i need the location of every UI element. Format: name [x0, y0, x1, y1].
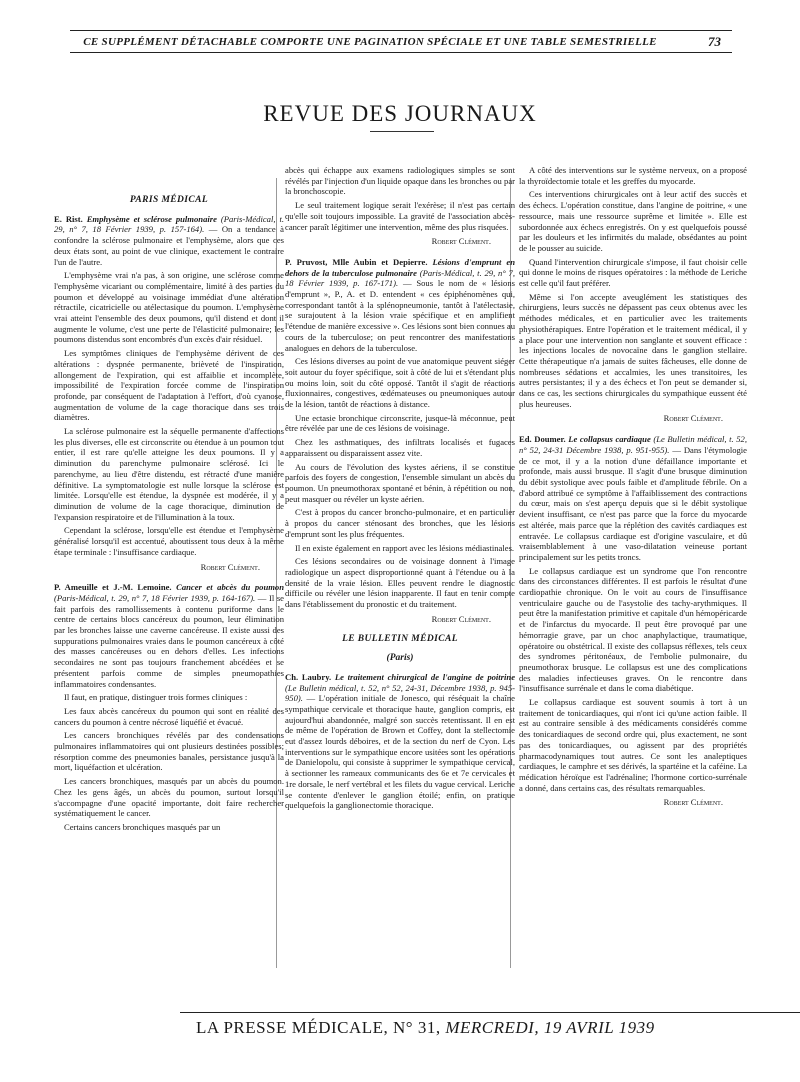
article-paragraph: Au cours de l'évolution des kystes aériens, il se constitue parfois des foyers de congestion, l'ensemble simulant un abcès du poumon. Un pneumothorax spontané et bénin, à répétition ou non, peut masquer ou révéler un kyste aérien. — [285, 461, 515, 504]
article-reference: (Le Bulletin médical, t. 52, n° 52, 24-31, Décembre 1938, p. 945-950). — [285, 682, 515, 704]
article-paragraph: A côté des interventions sur le système nerveux, on a proposé la thyroïdectomie totale et les greffes du myocarde. — [519, 165, 747, 186]
article-text: — Dans l'étymologie de ce mot, il y a la notion d'une défaillance importante et profonde, mais aussi brusque. Il s'agit d'une brusque diminution du débit systolique avec pouls faible et d'amplitude fébrile. On a d'abord attribué ce symptôme à l'affaiblissement des contractions du cœur, mais on s'est aperçu depuis que si le débit systolique devient insuffisant, ce n'est pas parce que la force du myocarde est altérée, mais parce que la réplétion des cavités cardiaques est entravée. Le collapsus cardiaque est d'origine vasculaire, et dû vraisemblablement à une vaso-dilatation veineuse portant principalement sur les petits troncs. — [519, 444, 748, 562]
column-2 — [285, 165, 515, 814]
article-title: Lésions d'emprunt en dehors de la tuberculose pulmonaire — [285, 256, 515, 278]
article-paragraph: Même si l'on accepte aveuglément les statistiques des chirurgiens, leurs succès ne dépassent pas ceux obtenus avec les méthodes médicales, et en particulier avec les traitements physiothérapiques. Entre l'opération et le traitement médical, il y a place pour une intervention non sanglante et souvent efficace : les injections locales de novocaïne dans le ganglion stellaire. Cette thérapeutique n'a jamais de suites fâcheuses, elle donne de nombreuses sédations et accalmies, les unes transitoires, les autres persistantes; il y a des échecs et l'on peut se demander si, dans ce cas, les sections chirurgicales du sympathique eussent été plus heureuses. — [519, 291, 747, 409]
supplement-notice: CE SUPPLÉMENT DÉTACHABLE COMPORTE UNE PAGINATION SPÉCIALE ET UNE TABLE SEMESTRIELLE — [83, 36, 657, 48]
article-title: Emphysème et sclérose pulmonaire — [86, 213, 217, 224]
page-title: REVUE DES JOURNAUX — [263, 101, 537, 126]
article-lead — [519, 434, 747, 562]
section-heading: PARIS MÉDICAL — [129, 195, 209, 205]
article-signature: Robert Clément. — [663, 413, 723, 424]
section-subheading: (Paris) — [386, 653, 414, 664]
issue-date: MERCREDI, 19 AVRIL 1939 — [445, 1018, 655, 1037]
article-reference: (Paris-Médical, t. 29, n° 7, 18 Février 1939, p. 157-164). — [54, 213, 284, 235]
article-paragraph: Cependant la sclérose, lorsqu'elle est étendue et l'emphysème généralisé lorsqu'il est accentué, aboutissent tous deux à la même étape terminale : l'insuffisance cardiaque. — [54, 525, 284, 557]
article-text: — Sous le nom de « lésions d'emprunt », P., A. et D. entendent « ces épiphénomènes qui, correspondant tantôt à la splénopneumonie, tantôt à l'atélectasie, se surajoutent à la lésion vraie spécifique et en amplifient l'étendue de manière excessive ». Ces lésions sont bien connues au cours de la tuberculose; on peut rencontrer des manifestations analogues en dehors de la tuberculose. — [285, 278, 515, 353]
article-paragraph: Le collapsus cardiaque est un syndrome que l'on rencontre dans des circonstances différentes. Il est parfois le résultat d'une cardiopathie chronique. On le voit au cours de l'insuffisance ventriculaire gauche ou de l'asystolie des tachy-arythmiques. Il peut être la manifestation primitive et capitale d'un hémopéricarde et de l'infarctus du myocarde. Il peut être provoqué par une hémorragie grave, par un choc anaphylactique, traumatique, opératoire ou obstétrical. Il existe des collapsus réflexes, tels ceux des syndromes péritonéaux, de l'embolie pulmonaire, du pneumothorax brusque. Le collapsus est une des complications des maladies infectieuses graves. On le rencontre dans l'insuffisance surrénale et dans le coma diabétique. — [519, 565, 747, 694]
article-paragraph: Il en existe également en rapport avec les lésions médiastinales. — [295, 542, 515, 553]
article-paragraph: Les faux abcès cancéreux du poumon qui sont en réalité des cancers du poumon à centre nécrosé liquéfié et évacué. — [54, 705, 284, 727]
article-paragraph: Le collapsus cardiaque est souvent soumis à tort à un traitement de tonicardiaques, qui n'ont ici qu'une action faible. Il est au contraire sensible à des médicaments considérés comme des tonicardiaques de second ordre qui, plus exactement, ne sont pas des tonicardiaques, ou agissent par des propriétés pharmacodynamiques tout autres. Ce sont les analeptiques cardiaques, le camphre et ses dérivés, la spartéine et la caféine. La médication héroïque est l'adrénaline; l'hormone cortico-surrénale a donné, dans certains cas, des résultats remarquables. — [519, 697, 747, 793]
article-authors: Ed. Doumer. — [519, 434, 566, 445]
article-signature: Robert Clément. — [200, 561, 260, 572]
article-text: — On a tendance à confondre la sclérose pulmonaire et l'emphysème, alors que ces deux états sont, au point de vue clinique, exactement le contraire l'un de l'autre. — [54, 224, 284, 267]
article-title: Cancer et abcès du poumon — [176, 582, 284, 593]
article-paragraph: Ces interventions chirurgicales ont à leur actif des succès et des échecs. L'opération constitue, dans l'angine de poitrine, « une ressource, mais une ressource suprême et limitée ». Elle est subordonnée aux échecs enregistrés. On y est quelquefois poussé par les douleurs et les infirmités du malade, obsédantes au point de le pousser au suicide. — [519, 189, 747, 253]
title-rule — [370, 131, 434, 132]
article-paragraph: Il faut, en pratique, distinguer trois formes cliniques : — [64, 692, 248, 703]
article-authors: E. Rist. — [54, 213, 83, 224]
article-paragraph: Une ectasie bronchique circonscrite, jusque-là méconnue, peut être révélée par une de ces lésions de voisinage. — [285, 412, 515, 434]
article-paragraph: Ces lésions secondaires ou de voisinage donnent à l'image radiologique un aspect disproportionné quant à l'étendue ou à la densité de la vraie lésion. Elles peuvent rendre le diagnostic difficile ou révéler une lésion inapparente. Il faut en tenir compte dans l'établissement du pronostic et du traitement. — [285, 556, 515, 610]
article-reference: (Paris-Médical, t. 29, n° 7, 18 Février 1939, p. 167-171). — [285, 267, 516, 289]
article-paragraph: abcès qui échappe aux examens radiologiques simples se sont révélés par l'injection d'un liquide opaque dans les bronches ou par la bronchoscopie. — [285, 165, 515, 197]
header-rule-top — [70, 30, 732, 31]
article-reference: (Le Bulletin médical, t. 52, n° 52, 24-31 Décembre 1938, p. 951-955). — [519, 434, 747, 455]
article-text: — L'opération initiale de Jonesco, qui réséquait la chaîne sympathique cervicale et thoracique haute, ganglion compris, est aujourd'hui abandonnée, malgré son succès retentissant. Il en est de même de l'opération de Brown et Coffey, dont la stellectomie eut d'assez lourds déboires, et de la section du nerf de Cyon. Les interventions sur le sympathique encore usitées sont les opérations de Danielopolu, qui consiste à supprimer le sympathique cervical, à sectionner les rameaux communicants des 6e et 7e cervicales et 1re dorsale, le nerf vertébral et les filets du vague cervical. Leriche se contente d'enlever le ganglion étoilé; enfin, on pratique quelquefois la ganglionectomie thoracique. — [285, 693, 515, 811]
article-paragraph: L'emphysème vrai n'a pas, à son origine, une sclérose comme l'emphysème vicariant ou complémentaire, limité à des parties du poumon et développé au voisinage immédiat d'une altération rétractile, cicatricielle ou atélectasique du poumon. L'emphysème vrai atteint l'ensemble des deux poumons, qu'il distend et dont il augmente le volume, c'est une perte de l'élasticité pulmonaire; les poumons distendus sont encombrés d'un excès d'air résiduel. — [54, 270, 284, 345]
footer-line — [196, 1018, 776, 1038]
article-authors: P. Ameuille et J.-M. Lemoine. — [54, 582, 172, 593]
article-lead — [54, 214, 284, 268]
article-paragraph: Certains cancers bronchiques masqués par un — [64, 821, 221, 832]
article-signature: Robert Clément. — [431, 236, 491, 247]
article-paragraph: Les cancers bronchiques révélés par des condensations pulmonaires inflammatoires qui ont plusieurs destinées possibles; résorption comme des pneumonies banales, persistance jusqu'à la mort, liquéfaction et ulcération. — [54, 730, 284, 773]
article-paragraph: Les cancers bronchiques, masqués par un abcès du poumon. Chez les gens âgés, un abcès du poumon, surtout lorsqu'il s'accompagne d'une opacité importante, doit faire rechercher systématiquement le cancer. — [54, 776, 284, 819]
article-text: — Il se fait parfois des ramollissements à contenu puriforme dans le centre de certains blocs cancéreux du poumon, leur élimination par les bronches laisse une caverne cancéreuse. Il existe aussi des suppurations pulmonaires vraies dans le poumon cancéreux à côté des masses cancéreuses ou en dehors d'elles. Les infections secondaires ne sont pas toujours franchement abcédées et se présentent parfois comme de simples pneumopathies inflammatoires condensantes. — [54, 592, 284, 689]
article-lead — [285, 672, 515, 811]
article-paragraph: Les symptômes cliniques de l'emphysème dérivent de ces altérations : dyspnée permanente, brièveté de l'inspiration, allongement de l'expiration, qui est affaiblie et incomplète, impossibilité de l'expiration forcée comme de l'inspiration profonde, par conséquent de l'adaptation à l'effort, d'où cyanose, augmentation de volume de la cage thoracique dans ses trois diamètres. — [54, 348, 284, 423]
article-paragraph: Quand l'intervention chirurgicale s'impose, il faut choisir celle qui donne le moins de risques opératoires : la méthode de Leriche est celle qu'il faut préférer. — [519, 256, 747, 289]
article-lead — [54, 582, 284, 689]
article-paragraph: Le seul traitement logique serait l'exérèse; il n'est pas certain qu'elle soit toujours impossible. La gravité de l'association abcès-cancer paraît légitimer une intervention, même des plus risquées. — [285, 200, 515, 232]
article-reference: (Paris-Médical, t. 29, n° 7, 18 Février 1939, p. 164-167). — [54, 592, 256, 603]
article-paragraph: C'est à propos du cancer broncho-pulmonaire, et en particulier à propos du cancer sténosant des bronches, que les lésions d'emprunt sont les plus fréquentes. — [285, 507, 515, 539]
article-paragraph: La sclérose pulmonaire est la séquelle permanente d'affections les plus diverses, elle est circonscrite ou étendue à un poumon tout entier, il est rare qu'elle atteigne les deux poumons. Il y a diminution du parenchyme pulmonaire sclérosé. Ici le parenchyme, au lieu d'être distendu, est rétracté d'une manière définitive. La symptomatologie est nulle lorsque la sclérose est limitée. Lorsqu'elle est étendue, la dyspnée est modérée, il y a diminution de volume de la cage thoracique, diminution de l'expansion respiratoire et de l'illumination à la toux. — [54, 426, 284, 522]
article-paragraph: Ces lésions diverses au point de vue anatomique peuvent siéger soit autour du foyer spécifique, soit à côté de lui et s'étendant plus ou moins loin, soit du côté opposé. Tantôt il s'agit de réactions fluxionnaires, congestives, œdémateuses ou pneumoniques autour de la lésion, tantôt de réactions à distance. — [285, 356, 515, 410]
article-signature: Robert Clément. — [431, 613, 491, 624]
column-3 — [519, 165, 747, 818]
article-signature: Robert Clément. — [663, 797, 723, 808]
article-title: Le traitement chirurgical de l'angine de poitrine — [334, 671, 516, 682]
column-1 — [54, 165, 284, 836]
article-paragraph: Chez les asthmatiques, des infiltrats localisés et fugaces apparaissent ou disparaissent assez vite. — [285, 437, 515, 458]
section-heading: LE BULLETIN MÉDICAL — [342, 634, 458, 645]
article-authors: Ch. Laubry. — [285, 671, 332, 682]
article-authors: P. Pruvost, Mlle Aubin et Depierre. — [285, 256, 428, 267]
journal-issue: LA PRESSE MÉDICALE, N° 31, — [196, 1018, 441, 1037]
article-lead — [285, 257, 515, 353]
header-rule-bottom — [70, 52, 732, 53]
footer-rule — [180, 1012, 800, 1013]
article-title: Le collapsus cardiaque — [568, 434, 651, 445]
page-number: 73 — [708, 34, 721, 49]
